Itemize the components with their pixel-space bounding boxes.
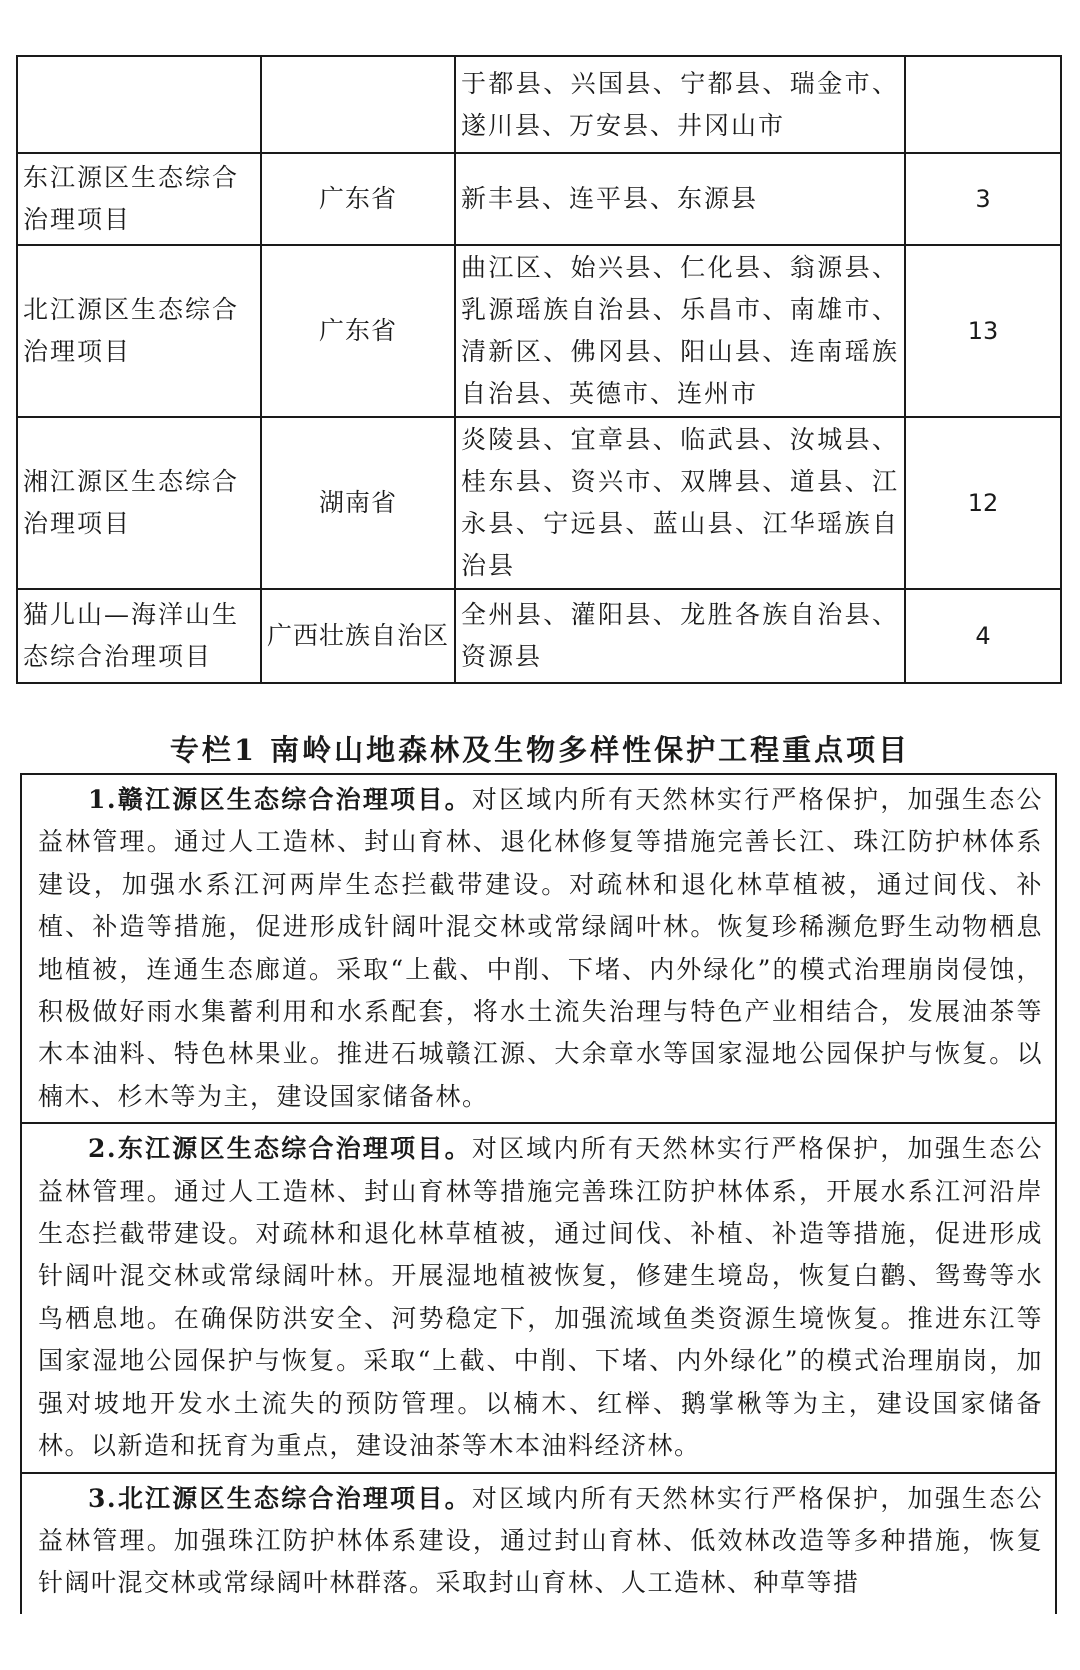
project-name-cell: 北江源区生态综合治理项目: [17, 245, 261, 417]
project-name-cell: 猫儿山—海洋山生态综合治理项目: [17, 589, 261, 683]
county-table: [16, 55, 1062, 684]
project-title: 1.赣江源区生态综合治理项目。: [88, 785, 472, 814]
count-cell: 12: [905, 417, 1061, 589]
project-item: [20, 1472, 1057, 1614]
project-body: 对区域内所有天然林实行严格保护，加强生态公益林管理。加强珠江防护林体系建设，通过封山育林、低效林改造等多种措施，恢复针阔叶混交林或常绿阔叶林群落。采取封山育林、人工造林、种草等措: [38, 1483, 1043, 1598]
counties-cell: 新丰县、连平县、东源县: [455, 153, 905, 245]
project-name-cell: [17, 56, 261, 153]
counties-cell: 炎陵县、宜章县、临武县、汝城县、桂东县、资兴市、双牌县、道县、江永县、宁远县、蓝山县、江华瑶族自治县: [455, 417, 905, 589]
counties-cell: 曲江区、始兴县、仁化县、翁源县、乳源瑶族自治县、乐昌市、南雄市、清新区、佛冈县、阳山县、连南瑶族自治县、英德市、连州市: [455, 245, 905, 417]
project-box: [20, 775, 1057, 1614]
counties-cell: 于都县、兴国县、宁都县、瑞金市、遂川县、万安县、井冈山市: [455, 56, 905, 153]
table-row: [17, 245, 1061, 417]
region-cell: 广东省: [261, 153, 455, 245]
project-body: 对区域内所有天然林实行严格保护，加强生态公益林管理。通过人工造林、封山育林等措施完善珠江防护林体系，开展水系江河沿岸生态拦截带建设。对疏林和退化林草植被，通过间伐、补植、补造等措施，促进形成针阔叶混交林或常绿阔叶林。开展湿地植被恢复，修建生境岛，恢复白鹳、鸳鸯等水鸟栖息地。在确保防洪安全、河势稳定下，加强流域鱼类资源生境恢复。推进东江等国家湿地公园保护与恢复。采取“上截、中削、下堵、内外绿化”的模式治理崩岗，加强对坡地开发水土流失的预防管理。以楠木、红榉、鹅掌楸等为主，建设国家储备林。以新造和抚育为重点，建设油茶等木本油料经济林。: [38, 1134, 1043, 1461]
count-cell: [905, 56, 1061, 153]
project-name-cell: 湘江源区生态综合治理项目: [17, 417, 261, 589]
count-cell: 4: [905, 589, 1061, 683]
region-cell: 湖南省: [261, 417, 455, 589]
region-cell: 广东省: [261, 245, 455, 417]
section-title: 专栏1 南岭山地森林及生物多样性保护工程重点项目: [169, 733, 911, 767]
table-row: [17, 153, 1061, 245]
table-row: [17, 589, 1061, 683]
count-cell: 13: [905, 245, 1061, 417]
project-name-cell: 东江源区生态综合治理项目: [17, 153, 261, 245]
count-cell: 3: [905, 153, 1061, 245]
region-cell: [261, 56, 455, 153]
project-item: [20, 1122, 1057, 1473]
project-title: 2.东江源区生态综合治理项目。: [88, 1134, 472, 1164]
project-body: 对区域内所有天然林实行严格保护，加强生态公益林管理。通过人工造林、封山育林、退化林修复等措施完善长江、珠江防护林体系建设，加强水系江河两岸生态拦截带建设。对疏林和退化林草植被，通过间伐、补植、补造等措施，促进形成针阔叶混交林或常绿阔叶林。恢复珍稀濒危野生动物栖息地植被，连通生态廊道。采取“上截、中削、下堵、内外绿化”的模式治理崩岗侵蚀，积极做好雨水集蓄利用和水系配套，将水土流失治理与特色产业相结合，发展油茶等木本油料、特色林果业。推进石城赣江源、大余章水等国家湿地公园保护与恢复。以楠木、杉木等为主，建设国家储备林。: [38, 785, 1043, 1111]
project-title: 3.北江源区生态综合治理项目。: [88, 1483, 472, 1513]
project-item: [20, 773, 1057, 1124]
table-row: [17, 417, 1061, 589]
counties-cell: 全州县、灌阳县、龙胜各族自治县、资源县: [455, 589, 905, 683]
table-row: [17, 56, 1061, 153]
region-cell: 广西壮族自治区: [261, 589, 455, 683]
